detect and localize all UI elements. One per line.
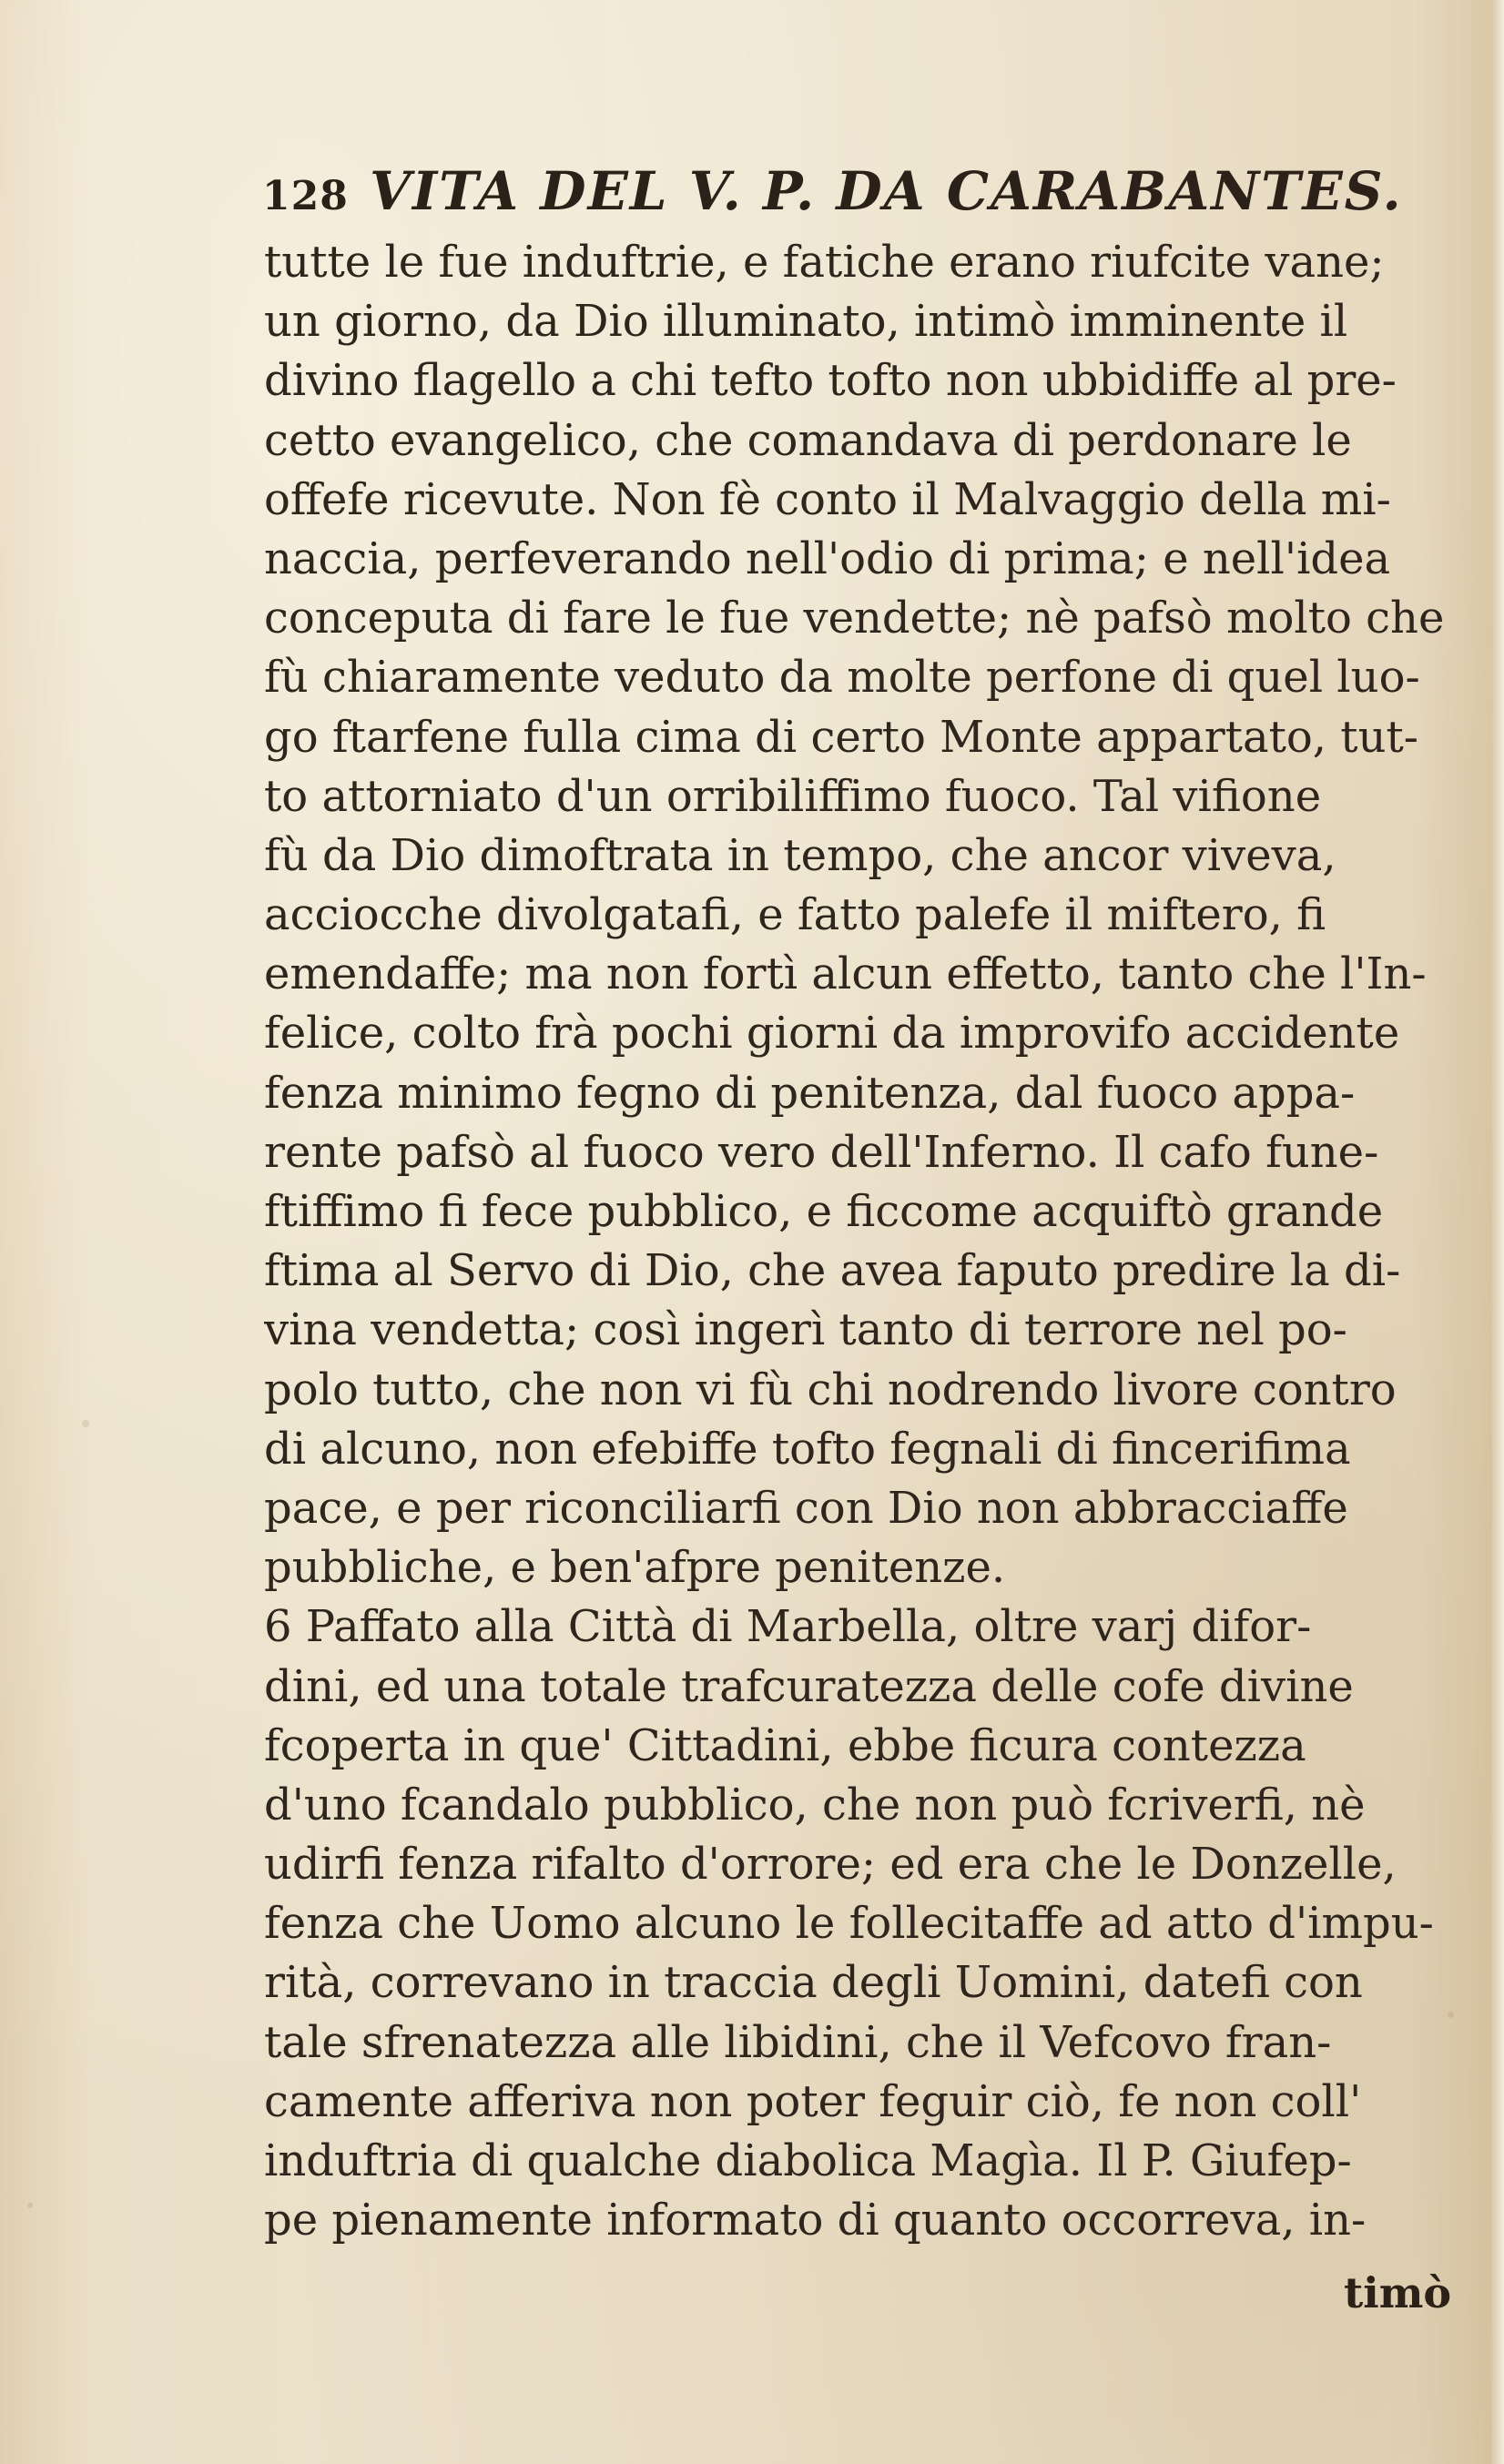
text-line: tale sfrenatezza alle libidini, che il Vefcovo fran-: [264, 2016, 1332, 2068]
text-line: divino flagello a chi tefto tofto non ubbidiffe al pre-: [264, 355, 1397, 407]
text-line: tutte le fue induftrie, e fatiche erano riufcite vane;: [264, 237, 1385, 288]
text-line: naccia, perfeverando nell'odio di prima; e nell'idea: [264, 532, 1391, 584]
page-number: 128: [262, 173, 349, 219]
text-line: pubbliche, e ben'afpre penitenze.: [264, 1542, 1006, 1594]
text-line: felice, colto frà pochi giorni da improvifo accidente: [264, 1008, 1400, 1060]
text-line: acciocche divolgatafi, e fatto palefe il miftero, fi: [264, 889, 1326, 941]
catchword: timò: [1344, 2268, 1452, 2317]
text-line: fù da Dio dimoftrata in tempo, che ancor viveva,: [264, 829, 1336, 881]
running-head: [262, 160, 1491, 233]
text-line: pe pienamente informato di quanto occorreva, in-: [264, 2195, 1367, 2246]
text-line: to attorniato d'un orribiliffimo fuoco. Tal vifione: [264, 770, 1322, 822]
text-line: polo tutto, che non vi fù chi nodrendo livore contro: [264, 1364, 1397, 1415]
paper-stain: [82, 1420, 89, 1427]
text-line: fenza minimo fegno di penitenza, dal fuoco appa-: [264, 1067, 1356, 1119]
text-line: ftiffimo fi fece pubblico, e ficcome acquiftò grande: [264, 1186, 1384, 1237]
text-line: cetto evangelico, che comandava di perdonare le: [264, 414, 1352, 466]
text-line: vina vendetta; così ingerì tanto di terrore nel po-: [264, 1304, 1347, 1356]
text-line: fù chiaramente veduto da molte perfone di quel luo-: [264, 652, 1420, 704]
text-line: dini, ed una totale trafcuratezza delle cofe divine: [264, 1660, 1354, 1712]
text-line: un giorno, da Dio illuminato, intimò imminente il: [264, 296, 1348, 348]
text-line: fcoperta in que' Cittadini, ebbe ficura contezza: [264, 1719, 1306, 1771]
paper-stain: [27, 2203, 33, 2208]
text-line: emendaffe; ma non fortì alcun effetto, tanto che l'In-: [264, 948, 1427, 1000]
text-line: offefe ricevute. Non fè conto il Malvaggio della mi-: [264, 473, 1391, 525]
running-title: VITA DEL V. P. DA CARABANTES.: [369, 160, 1403, 222]
body-text: [264, 233, 1502, 2250]
text-line: 6 Paffato alla Città di Marbella, oltre varj difor-: [264, 1601, 1312, 1653]
text-line: ftima al Servo di Dio, che avea faputo predire la di-: [264, 1245, 1401, 1297]
text-line: pace, e per riconciliarfi con Dio non abbracciaffe: [264, 1482, 1348, 1534]
text-line: go ftarfene fulla cima di certo Monte appartato, tut-: [264, 711, 1419, 763]
text-line: di alcuno, non efebiffe tofto fegnali di fincerifima: [264, 1423, 1351, 1475]
text-line: camente afferiva non poter feguir ciò, fe non coll': [264, 2075, 1362, 2127]
text-line: rità, correvano in traccia degli Uomini, datefi con: [264, 1957, 1363, 2009]
text-line: d'uno fcandalo pubblico, che non può fcriverfi, nè: [264, 1779, 1366, 1830]
text-line: fenza che Uomo alcuno le follecitaffe ad atto d'impu-: [264, 1898, 1434, 1950]
text-line: rente pafsò al fuoco vero dell'Inferno. Il cafo fune-: [264, 1126, 1379, 1178]
text-line: udirfi fenza rifalto d'orrore; ed era che le Donzelle,: [264, 1839, 1397, 1891]
text-line: conceputa di fare le fue vendette; nè pafsò molto che: [264, 593, 1445, 644]
text-line: induftria di qualche diabolica Magìa. Il P. Giufep-: [264, 2135, 1352, 2186]
